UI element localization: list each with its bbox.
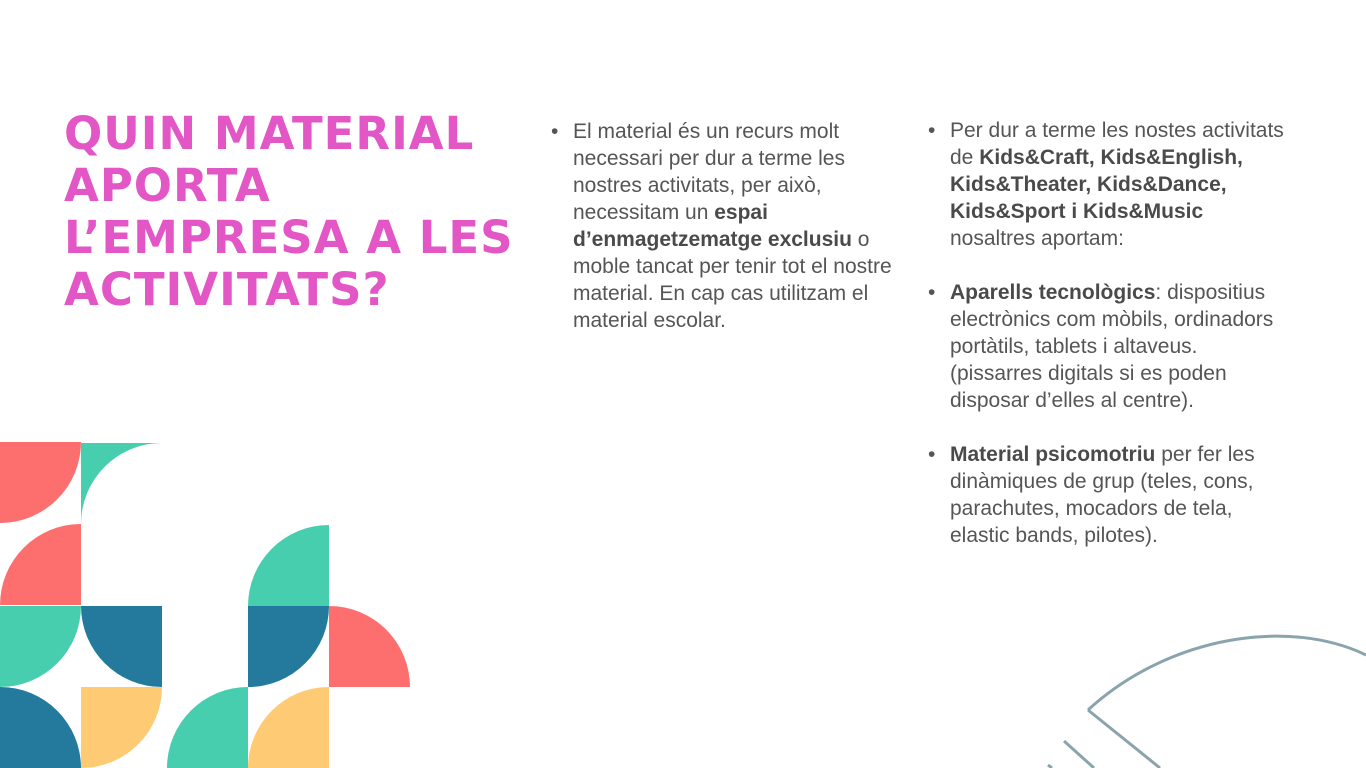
quarter-circle-shape bbox=[0, 442, 81, 523]
quarter-circle-shape bbox=[248, 606, 329, 687]
quarter-circle-shape bbox=[81, 687, 162, 768]
quarter-circle-shape bbox=[81, 606, 162, 687]
list-item: • Aparells tecnològics: dispositius electrònics com mòbils, ordinadors portàtils, tablets i altaveus. (pissarres digitals si es poden disposar d’elles al centre). bbox=[928, 279, 1288, 414]
quarter-circle-shape bbox=[0, 524, 81, 605]
list-item: • Per dur a terme les nostes activitats de Kids&Craft, Kids&English, Kids&Theater, Kids&Dance, Kids&Sport i Kids&Music nosaltres aportam: bbox=[928, 117, 1288, 252]
slide-title: QUIN MATERIAL APORTA L’EMPRESA A LES ACTIVITATS? bbox=[64, 107, 514, 316]
quarter-circle-shape bbox=[0, 687, 81, 768]
list-item: • Material psicomotriu per fer les dinàmiques de grup (teles, cons, parachutes, mocadors de tela, elastic bands, pilotes). bbox=[928, 441, 1288, 549]
quarter-circle-shape bbox=[248, 687, 329, 768]
quarter-circle-shape bbox=[0, 606, 81, 687]
list-item: • El material és un recurs molt necessari per dur a terme les nostres activitats, per això, necessitam un espai d’enmagetzematge exclusiu o moble tancat per tenir tot el nostre material. En cap cas utilitzam el material escolar. bbox=[551, 118, 916, 334]
decorative-arc-line bbox=[1088, 636, 1366, 710]
decorative-arc-line bbox=[1088, 710, 1160, 768]
quarter-circle-shape bbox=[329, 606, 410, 687]
quarter-circle-shape bbox=[248, 525, 329, 606]
quarter-circle-shape bbox=[81, 443, 162, 524]
quarter-circle-shape bbox=[167, 687, 248, 768]
decorative-arc-line bbox=[1064, 741, 1094, 768]
